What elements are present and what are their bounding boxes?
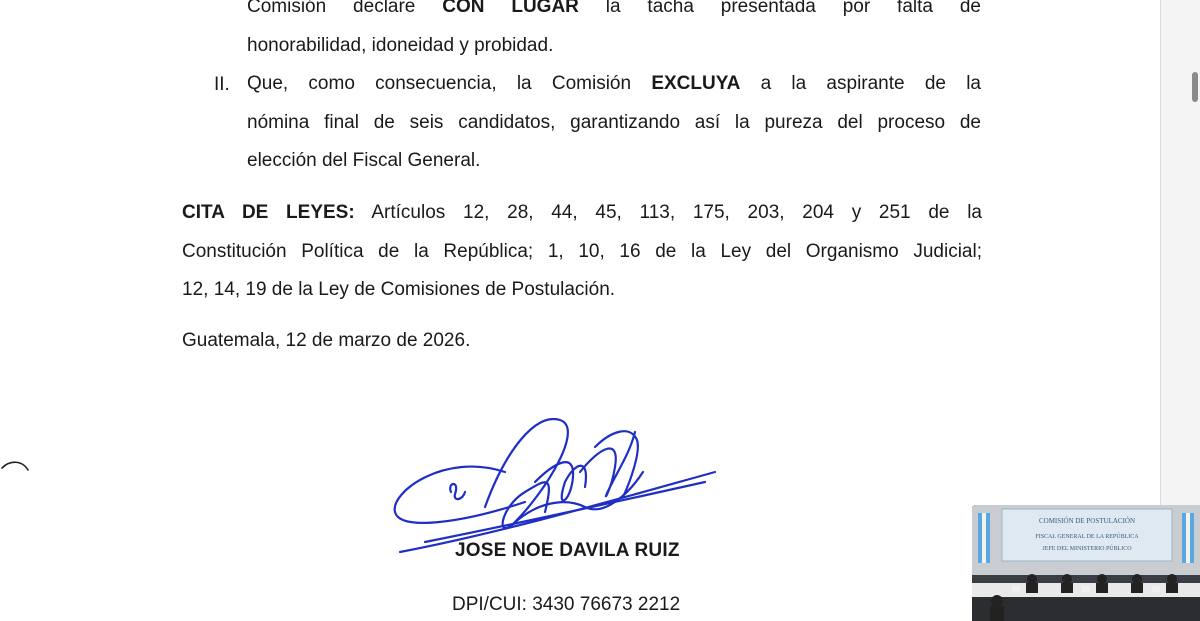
place-date: Guatemala, 12 de marzo de 2026. [182, 330, 471, 351]
item-i-line-2: honorabilidad, idoneidad y probidad. [247, 34, 554, 56]
item-ii [247, 65, 981, 181]
item-i-line-1: Comisión declare CON LUGAR la tacha presentada por falta de [247, 0, 981, 27]
item-ii-line-3: elección del Fiscal General. [247, 150, 481, 171]
cita-line-1: CITA DE LEYES: Artículos 12, 28, 44, 45, 113, 175, 203, 204 y 251 de la [182, 202, 982, 223]
banner-line-3: JEFE DEL MINISTERIO PÚBLICO [1042, 546, 1132, 552]
cita-line-2: Constitución Política de la República; 1, 10, 16 de la Ley del Organismo Judicial; [182, 240, 982, 262]
corner-curve-mark [0, 458, 32, 482]
signer-dpi: DPI/CUI: 3430 76673 2212 [452, 594, 681, 615]
scrollbar-thumb[interactable] [1192, 72, 1198, 102]
banner-line-1: COMISIÓN DE POSTULACIÓN [1038, 517, 1136, 525]
signer-name: JOSE NOE DAVILA RUIZ [455, 540, 680, 561]
excluya-bold: EXCLUYA [651, 73, 741, 94]
banner-line-2: FISCAL GENERAL DE LA REPÚBLICA [1035, 534, 1139, 540]
item-i-continuation [247, 0, 981, 65]
item-ii-number: II. [214, 74, 230, 95]
item-ii-line-2: nómina final de seis candidatos, garantizando así la pureza del proceso de [247, 111, 981, 133]
cita-line-3: 12, 14, 19 de la Ley de Comisiones de Postulación. [182, 279, 616, 300]
con-lugar-bold: CON LUGAR [442, 0, 579, 17]
video-scene [972, 505, 1200, 621]
video-overlay[interactable] [972, 505, 1200, 621]
cita-de-leyes [182, 194, 982, 310]
item-ii-line-1: Que, como consecuencia, la Comisión EXCLUYA a la aspirante de la [247, 73, 981, 94]
cita-label: CITA DE LEYES: [182, 202, 355, 223]
